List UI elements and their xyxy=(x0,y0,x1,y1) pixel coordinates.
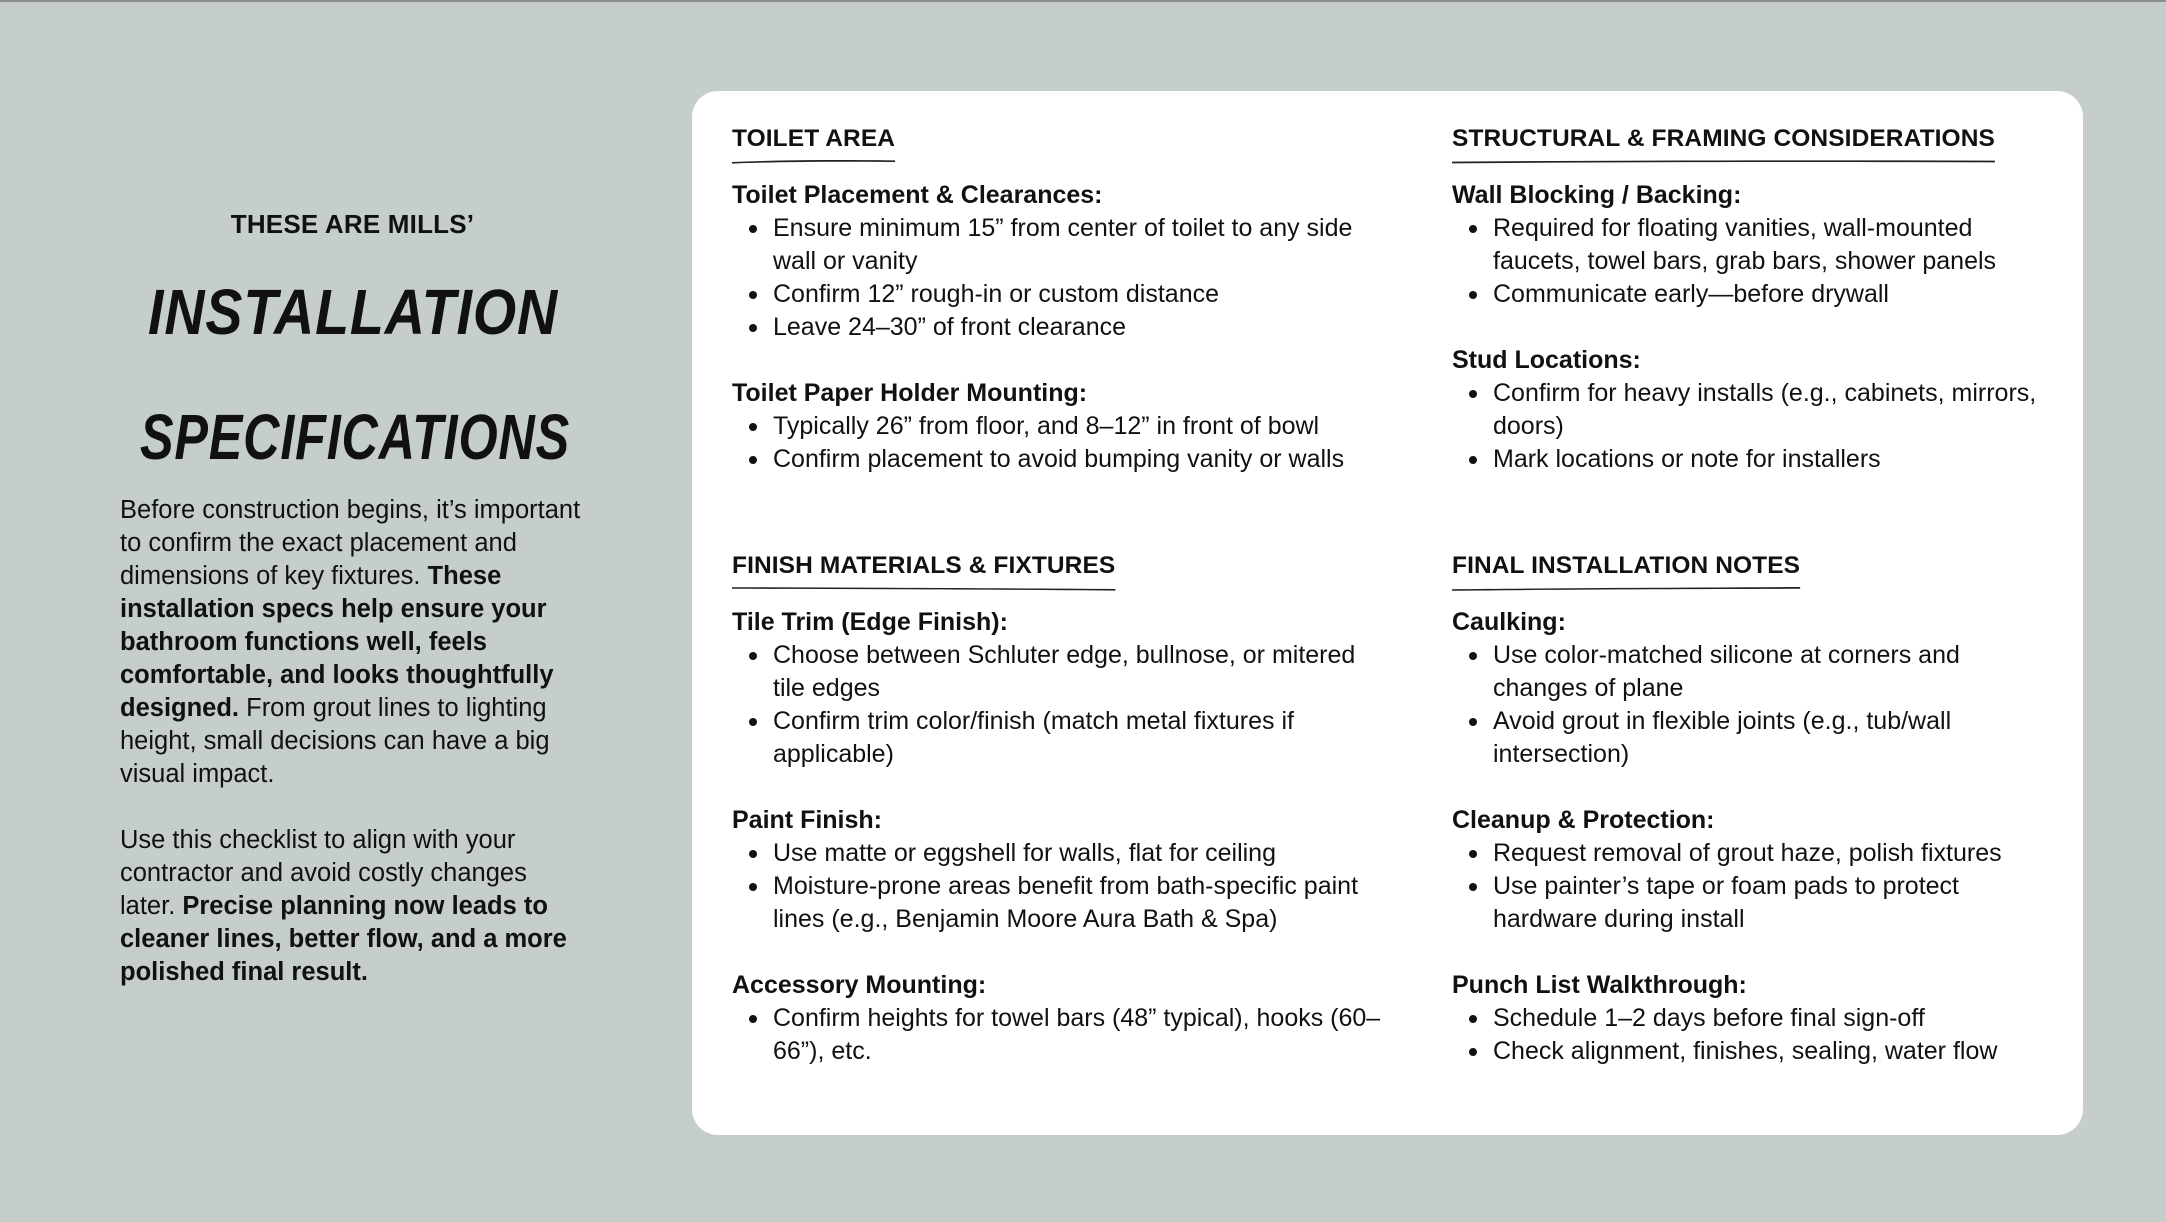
list-item: Choose between Schluter edge, bullnose, or mitered tile edges xyxy=(773,639,1392,705)
spec-group xyxy=(732,179,1392,344)
section-structural-framing xyxy=(1452,119,2052,476)
spec-group xyxy=(732,969,1392,1068)
bullet-list xyxy=(1452,837,2052,936)
list-item: Confirm placement to avoid bumping vanity or walls xyxy=(773,443,1392,476)
bullet-list xyxy=(732,212,1392,344)
section-title: FINAL INSTALLATION NOTES xyxy=(1452,552,1801,579)
list-item: Request removal of grout haze, polish fixtures xyxy=(1493,837,2052,870)
page-title xyxy=(133,254,573,474)
section-toilet-area xyxy=(732,119,1392,476)
section-heading xyxy=(732,119,895,159)
intro-paragraph-1 xyxy=(120,494,585,791)
list-item: Required for floating vanities, wall-mounted faucets, towel bars, grab bars, shower panels xyxy=(1493,212,2052,278)
group-heading: Wall Blocking / Backing: xyxy=(1452,181,1742,209)
list-item: Ensure minimum 15” from center of toilet to any side wall or vanity xyxy=(773,212,1392,278)
bullet-list xyxy=(1452,639,2052,771)
spec-group xyxy=(732,804,1392,936)
intro-panel xyxy=(120,200,585,989)
brush-underline xyxy=(1452,157,1995,165)
intro-emphasis: Precise planning now leads to cleaner lines, better flow, and a more polished final result. xyxy=(120,892,567,986)
specs-card xyxy=(692,91,2083,1135)
bullet-list xyxy=(732,1002,1392,1068)
title-line-1: INSTALLATION xyxy=(147,276,559,348)
title-line-2: SPECIFICATIONS xyxy=(139,401,570,473)
spec-group xyxy=(1452,804,2052,936)
section-title: STRUCTURAL & FRAMING CONSIDERATIONS xyxy=(1452,125,1995,152)
list-item: Avoid grout in flexible joints (e.g., tub/wall intersection) xyxy=(1493,705,2052,771)
intro-text: Before construction begins, it’s important to confirm the exact placement and dimensions of key fixtures. xyxy=(120,496,581,590)
list-item: Schedule 1–2 days before final sign-off xyxy=(1493,1002,2052,1035)
group-heading: Cleanup & Protection: xyxy=(1452,806,1715,834)
list-item: Confirm heights for towel bars (48” typical), hooks (60–66”), etc. xyxy=(773,1002,1392,1068)
intro-text: Use this checklist to align with your contractor and avoid costly changes later. xyxy=(120,826,527,920)
intro-emphasis: These installation specs help ensure your bathroom functions well, feels comfortable, and looks thoughtfully designed. xyxy=(120,562,554,722)
bullet-list xyxy=(1452,1002,2052,1068)
eyebrow-text: THESE ARE MILLS’ xyxy=(230,209,475,239)
section-heading xyxy=(1452,546,1800,586)
group-heading: Punch List Walkthrough: xyxy=(1452,971,1747,999)
list-item: Leave 24–30” of front clearance xyxy=(773,311,1392,344)
list-item: Confirm trim color/finish (match metal fixtures if applicable) xyxy=(773,705,1392,771)
list-item: Typically 26” from floor, and 8–12” in front of bowl xyxy=(773,410,1392,443)
section-finish-materials xyxy=(732,546,1392,1068)
spec-group xyxy=(732,606,1392,771)
spec-group xyxy=(732,377,1392,476)
bullet-list xyxy=(1452,212,2052,311)
list-item: Use painter’s tape or foam pads to protect hardware during install xyxy=(1493,870,2052,936)
spec-group xyxy=(1452,969,2052,1068)
spec-group xyxy=(1452,606,2052,771)
section-title: TOILET AREA xyxy=(732,125,896,152)
spec-group xyxy=(1452,344,2052,476)
section-title: FINISH MATERIALS & FIXTURES xyxy=(732,552,1116,579)
brush-underline xyxy=(732,157,895,165)
section-heading xyxy=(1452,119,1995,159)
intro-text: From grout lines to lighting height, small decisions can have a big visual impact. xyxy=(120,694,550,788)
bullet-list xyxy=(1452,377,2052,476)
section-heading xyxy=(732,546,1115,586)
bullet-list xyxy=(732,837,1392,936)
bullet-list xyxy=(732,410,1392,476)
intro-paragraph-2 xyxy=(120,824,585,989)
group-heading: Toilet Paper Holder Mounting: xyxy=(732,379,1088,407)
list-item: Check alignment, finishes, sealing, water flow xyxy=(1493,1035,2052,1068)
section-final-notes xyxy=(1452,546,2052,1068)
group-heading: Accessory Mounting: xyxy=(732,971,987,999)
list-item: Communicate early—before drywall xyxy=(1493,278,2052,311)
list-item: Use matte or eggshell for walls, flat for ceiling xyxy=(773,837,1392,870)
top-border xyxy=(0,0,2166,2)
list-item: Use color-matched silicone at corners and changes of plane xyxy=(1493,639,2052,705)
group-heading: Paint Finish: xyxy=(732,806,882,834)
group-heading: Caulking: xyxy=(1452,608,1566,636)
brush-underline xyxy=(1452,584,1800,592)
group-heading: Toilet Placement & Clearances: xyxy=(732,181,1103,209)
bullet-list xyxy=(732,639,1392,771)
list-item: Confirm 12” rough-in or custom distance xyxy=(773,278,1392,311)
spec-group xyxy=(1452,179,2052,311)
list-item: Mark locations or note for installers xyxy=(1493,443,2052,476)
brush-underline xyxy=(732,584,1115,592)
list-item: Moisture-prone areas benefit from bath-specific paint lines (e.g., Benjamin Moore Aura Bath & Spa) xyxy=(773,870,1392,936)
list-item: Confirm for heavy installs (e.g., cabinets, mirrors, doors) xyxy=(1493,377,2052,443)
group-heading: Stud Locations: xyxy=(1452,346,1641,374)
group-heading: Tile Trim (Edge Finish): xyxy=(732,608,1008,636)
